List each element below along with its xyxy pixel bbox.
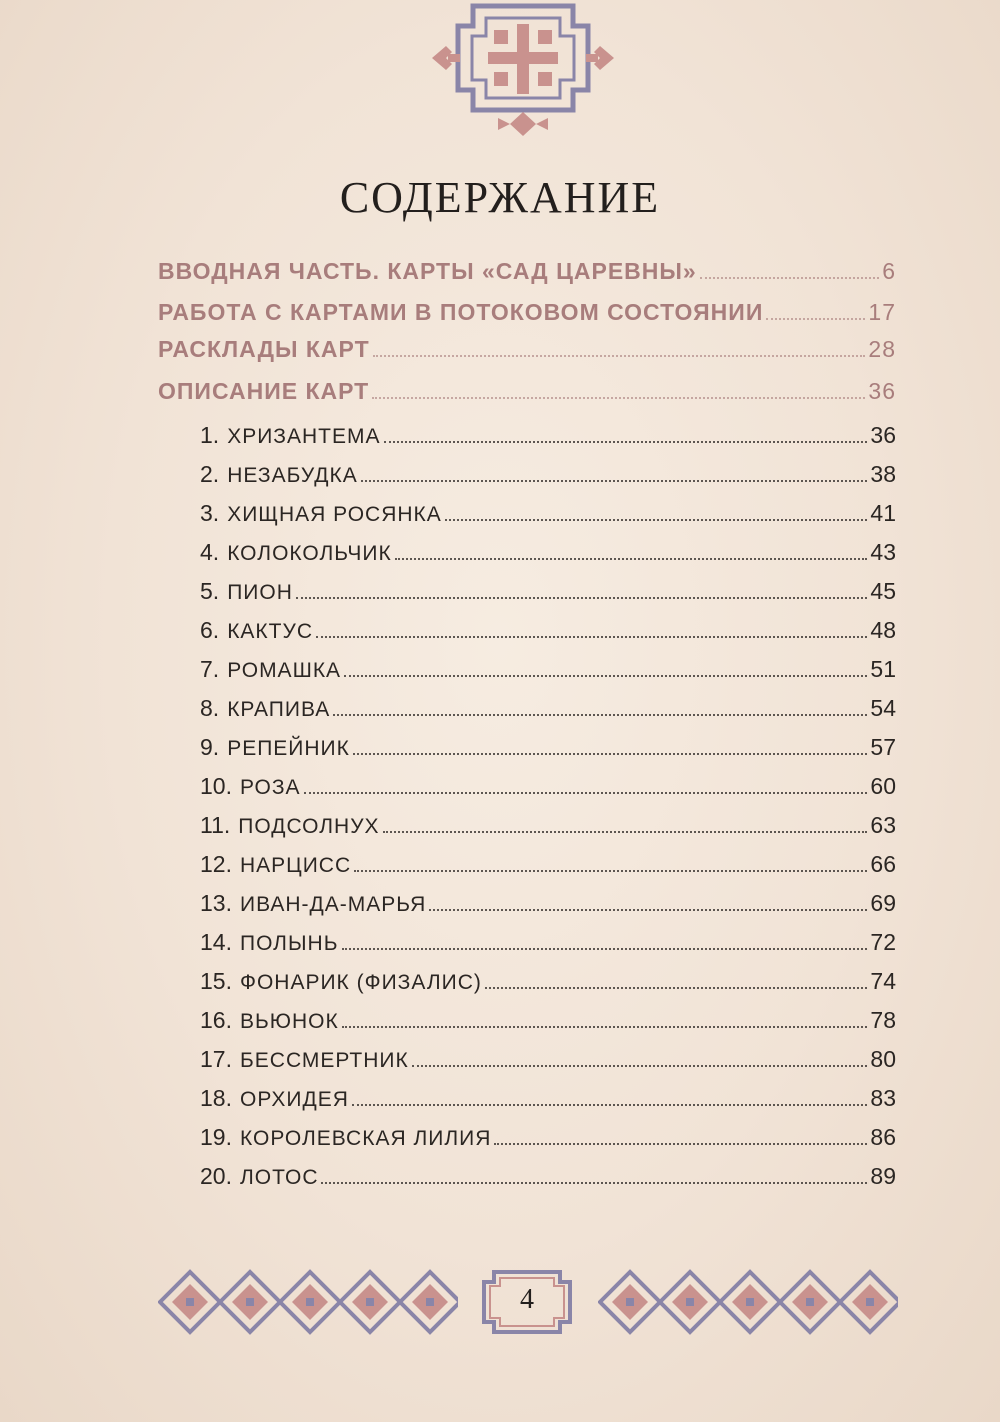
toc-card-item[interactable] (200, 422, 896, 449)
toc-card-number: 1. (200, 422, 220, 448)
toc-card-number: 14. (200, 929, 232, 955)
toc-leader-dots (344, 675, 867, 677)
toc-card-page: 36 (870, 422, 896, 448)
toc-section-intro[interactable] (158, 258, 896, 285)
toc-card-item[interactable] (200, 929, 896, 956)
toc-leader-dots (333, 714, 867, 716)
toc-leader-dots (352, 1104, 868, 1106)
toc-card-label: ПОЛЫНЬ (239, 932, 339, 955)
toc-card-label: РОЗА (239, 776, 301, 799)
toc-card-label: КРАПИВА (227, 698, 331, 721)
toc-card-number: 15. (200, 968, 232, 994)
toc-card-label: ЛОТОС (239, 1166, 319, 1189)
toc-card-number: 2. (200, 461, 220, 487)
toc-leader-dots (383, 831, 868, 833)
toc-card-number: 8. (200, 695, 220, 721)
toc-card-label: ХИЩНАЯ РОСЯНКА (227, 503, 442, 526)
toc-card-page: 72 (870, 929, 896, 955)
toc-card-item[interactable] (200, 539, 896, 566)
bottom-right-ornament-icon (598, 1262, 898, 1342)
toc-card-number: 5. (200, 578, 220, 604)
toc-card-number: 16. (200, 1007, 232, 1033)
toc-leader-dots (494, 1143, 867, 1145)
page-number: 4 (520, 1284, 534, 1315)
toc-card-item[interactable] (200, 1124, 896, 1151)
toc-card-label: ХРИЗАНТЕМА (227, 425, 381, 448)
toc-card-item[interactable] (200, 461, 896, 488)
toc-card-number: 18. (200, 1085, 232, 1111)
toc-card-page: 83 (870, 1085, 896, 1111)
toc-leader-dots (372, 397, 865, 399)
toc-card-item[interactable] (200, 890, 896, 917)
toc-leader-dots (700, 277, 880, 279)
toc-card-item[interactable] (200, 734, 896, 761)
toc-leader-dots (766, 318, 865, 320)
toc-card-label: ОРХИДЕЯ (239, 1088, 349, 1111)
toc-card-label: НАРЦИСС (239, 854, 352, 877)
toc-card-item[interactable] (200, 1046, 896, 1073)
toc-section-cards[interactable] (158, 378, 896, 405)
toc-card-label: КОРОЛЕВСКАЯ ЛИЛИЯ (239, 1127, 492, 1150)
toc-section-page: 36 (868, 378, 896, 404)
toc-card-page: 43 (870, 539, 896, 565)
page-title: СОДЕРЖАНИЕ (339, 173, 661, 222)
toc-card-item[interactable] (200, 1085, 896, 1112)
toc-card-label: ФОНАРИК (ФИЗАЛИС) (239, 971, 482, 994)
toc-leader-dots (342, 948, 868, 950)
toc-leader-dots (445, 519, 868, 521)
toc-leader-dots (395, 558, 868, 560)
toc-card-label: ПОДСОЛНУХ (238, 815, 380, 838)
toc-card-label: БЕССМЕРТНИК (239, 1049, 409, 1072)
toc-leader-dots (321, 1182, 867, 1184)
toc-section-flow[interactable] (158, 299, 896, 326)
toc-card-number: 4. (200, 539, 220, 565)
toc-card-label: ПИОН (227, 581, 293, 604)
toc-card-page: 38 (870, 461, 896, 487)
toc-card-item[interactable] (200, 851, 896, 878)
toc-leader-dots (353, 753, 868, 755)
toc-leader-dots (296, 597, 868, 599)
toc-card-label: КОЛОКОЛЬЧИК (227, 542, 392, 565)
toc-card-item[interactable] (200, 617, 896, 644)
toc-leader-dots (384, 441, 868, 443)
toc-section-label: РАСКЛАДЫ КАРТ (158, 336, 370, 362)
toc-card-item[interactable] (200, 1163, 896, 1190)
toc-section-page: 28 (868, 336, 896, 362)
toc-card-label: КАКТУС (227, 620, 313, 643)
toc-section-page: 6 (882, 258, 896, 284)
bottom-left-ornament-icon (158, 1262, 458, 1342)
toc-leader-dots (412, 1065, 868, 1067)
toc-card-number: 12. (200, 851, 232, 877)
toc-card-page: 69 (870, 890, 896, 916)
toc-section-spreads[interactable] (158, 336, 896, 363)
toc-card-item[interactable] (200, 773, 896, 800)
toc-card-page: 89 (870, 1163, 896, 1189)
toc-leader-dots (354, 870, 867, 872)
toc-card-number: 13. (200, 890, 232, 916)
toc-card-number: 11. (200, 812, 231, 838)
toc-card-number: 7. (200, 656, 220, 682)
toc-card-page: 41 (870, 500, 896, 526)
toc-card-page: 80 (870, 1046, 896, 1072)
toc-card-page: 51 (870, 656, 896, 682)
toc-leader-dots (485, 987, 868, 989)
toc-card-number: 10. (200, 773, 232, 799)
toc-card-page: 54 (870, 695, 896, 721)
toc-card-page: 60 (870, 773, 896, 799)
toc-card-number: 9. (200, 734, 220, 760)
toc-leader-dots (429, 909, 867, 911)
toc-card-page: 66 (870, 851, 896, 877)
toc-card-item[interactable] (200, 578, 896, 605)
toc-leader-dots (342, 1026, 868, 1028)
toc-card-number: 17. (200, 1046, 232, 1072)
toc-card-page: 86 (870, 1124, 896, 1150)
toc-card-item[interactable] (200, 968, 896, 995)
toc-card-item[interactable] (200, 1007, 896, 1034)
toc-leader-dots (316, 636, 867, 638)
toc-leader-dots (373, 355, 866, 357)
toc-card-item[interactable] (200, 656, 896, 683)
toc-card-number: 6. (200, 617, 220, 643)
toc-card-label: РЕПЕЙНИК (227, 737, 350, 760)
toc-card-label: ИВАН-ДА-МАРЬЯ (239, 893, 427, 916)
toc-card-label: РОМАШКА (227, 659, 342, 682)
toc-card-page: 78 (870, 1007, 896, 1033)
toc-card-number: 19. (200, 1124, 232, 1150)
toc-leader-dots (361, 480, 868, 482)
toc-card-page: 45 (870, 578, 896, 604)
toc-card-number: 3. (200, 500, 220, 526)
toc-card-label: НЕЗАБУДКА (227, 464, 358, 487)
toc-card-item[interactable] (200, 812, 896, 839)
toc-section-page: 17 (868, 299, 896, 325)
toc-leader-dots (304, 792, 868, 794)
toc-card-item[interactable] (200, 500, 896, 527)
toc-section-label: РАБОТА С КАРТАМИ В ПОТОКОВОМ СОСТОЯНИИ (158, 299, 764, 325)
toc-card-page: 63 (870, 812, 896, 838)
toc-section-label: ВВОДНАЯ ЧАСТЬ. КАРТЫ «САД ЦАРЕВНЫ» (158, 258, 697, 284)
toc-card-page: 48 (870, 617, 896, 643)
toc-section-label: ОПИСАНИЕ КАРТ (158, 378, 370, 404)
toc-card-number: 20. (200, 1163, 232, 1189)
toc-card-item[interactable] (200, 695, 896, 722)
toc-card-label: ВЬЮНОК (239, 1010, 339, 1033)
toc-card-page: 57 (870, 734, 896, 760)
toc-card-page: 74 (870, 968, 896, 994)
top-ornament-icon (428, 0, 618, 142)
